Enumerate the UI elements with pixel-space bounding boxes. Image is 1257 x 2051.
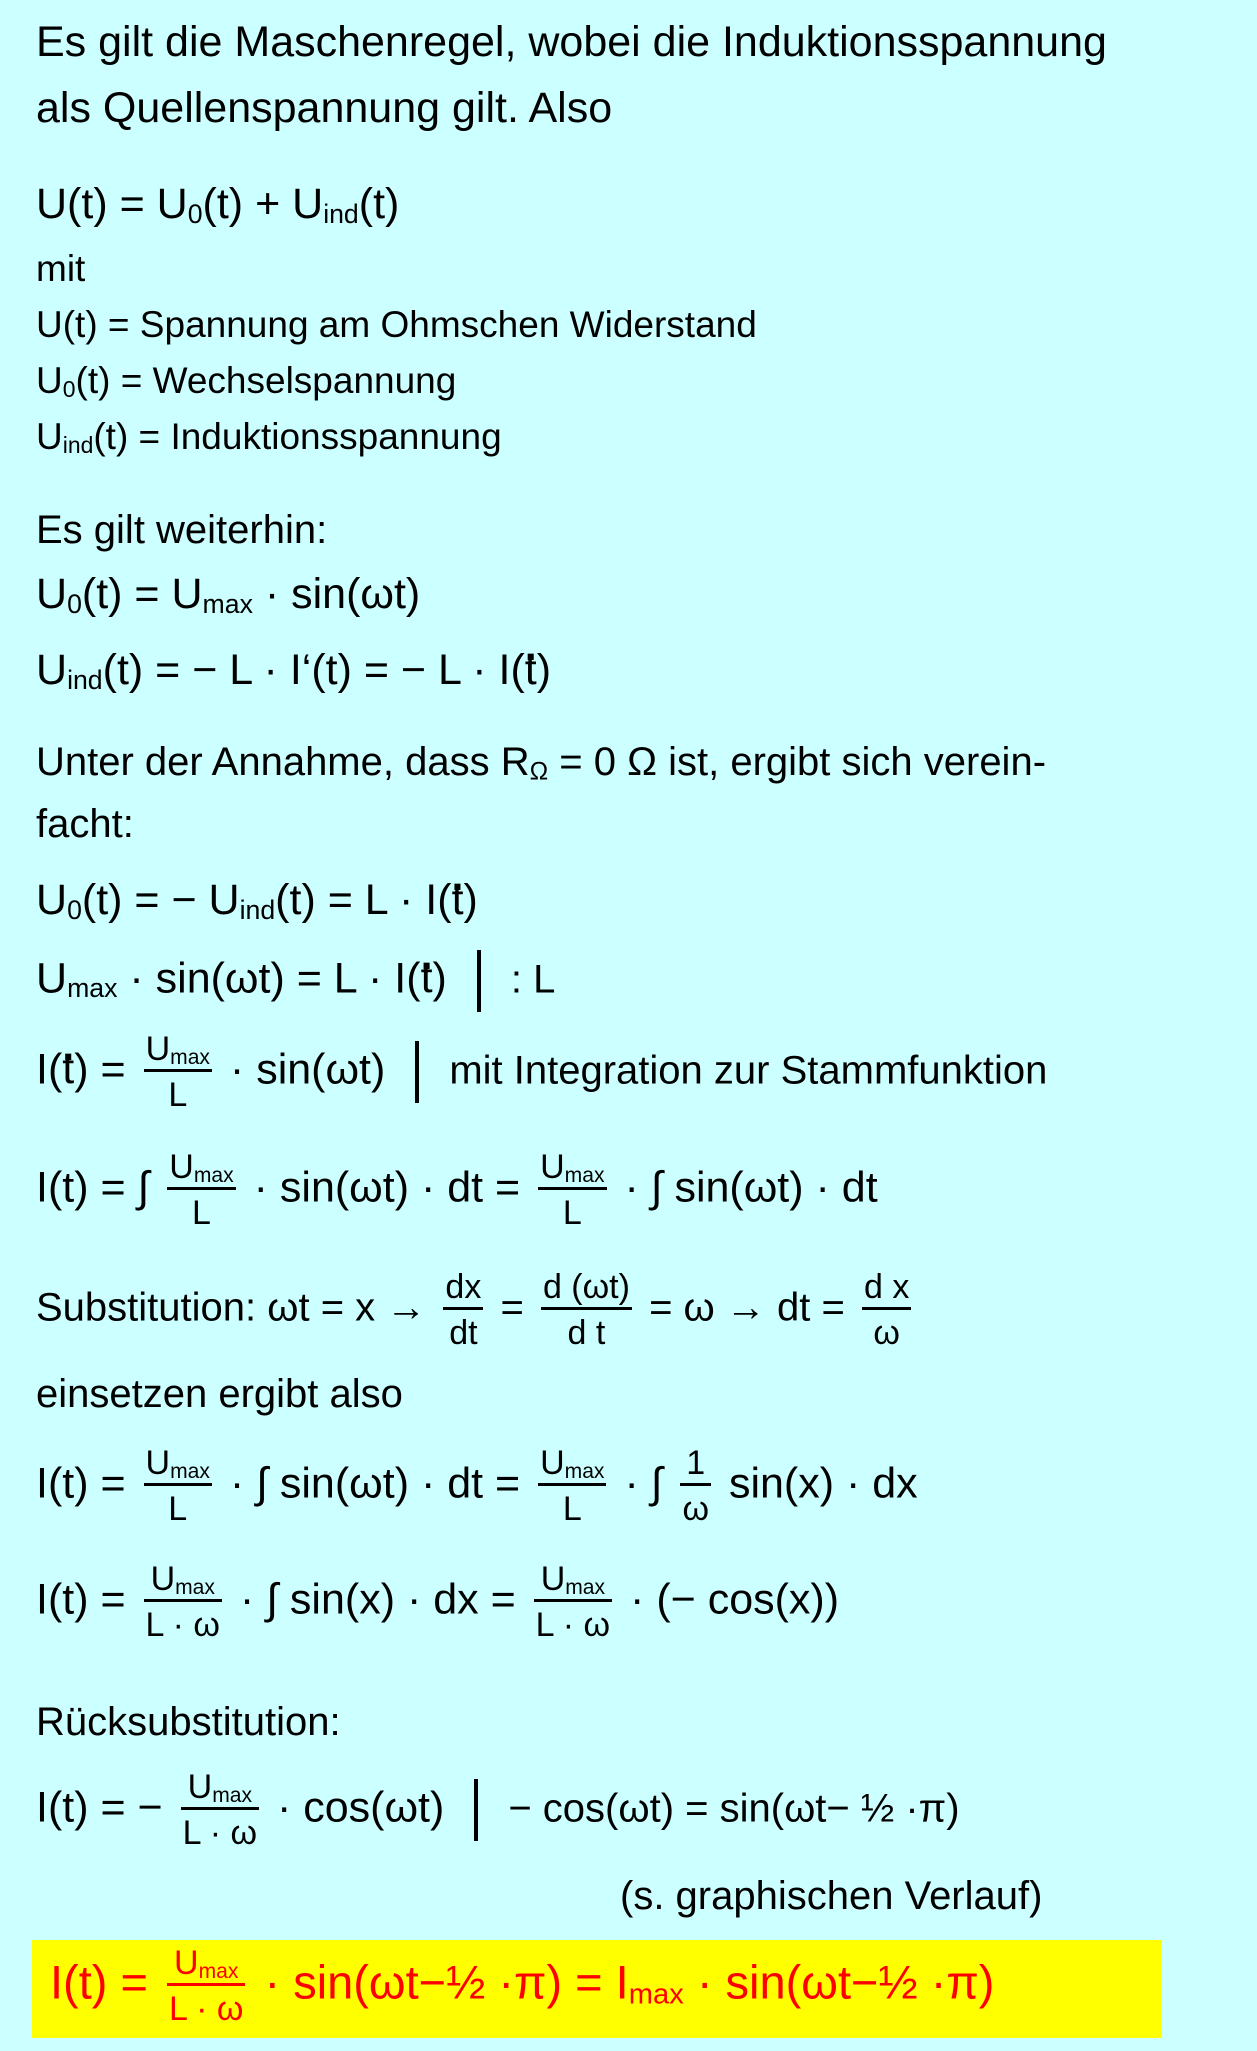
intro-line-1: Es gilt die Maschenregel, wobei die Induktionsspannung	[36, 18, 1107, 66]
insert-equation-2: I(t) = $\frac{U_{max}}{L \cdot \omega}$ · ∫ sin(x) · dx = $\frac{U_{max}}{L \cdot \omega}$ · (− cos(x))	[36, 1560, 840, 1644]
fraction: $\frac{U_{max}}{L}$	[169, 1148, 234, 1232]
step-3: I(t .) = $\frac{U_{max}}{L}$ · sin(ωt) mit Integration zur Stammfunktion	[36, 1032, 1047, 1112]
fraction: $\frac{U_{max}}{L \cdot \omega}$	[182, 1768, 258, 1852]
fraction: $\frac{1}{\omega}$	[682, 1444, 709, 1528]
separator-bar	[474, 1779, 478, 1841]
equation-uind: $U_{ind}(t)$ = − L · I‘(t) = − L · I(t .)	[36, 646, 551, 695]
result-highlight	[32, 1940, 1162, 2038]
assumption-line-1: Unter der Annahme, dass $R_\Omega = 0$ Ω ist, ergibt sich verein-	[36, 740, 1047, 786]
fraction: $\frac{dx}{dt}$	[445, 1268, 482, 1352]
insert-equation-1: I(t) = $\frac{U_{max}}{L}$ · ∫ sin(ωt) · dt = $\frac{U_{max}}{L}$ · ∫ $\frac{1}{\omega}$ sin(x) · dx	[36, 1444, 918, 1528]
equation-u0: $U_0(t) = U_{max} \cdot \sin(\omega t)$	[36, 570, 421, 619]
fraction: $\frac{d (\omega t)}{\text{d t}}$	[542, 1268, 630, 1352]
intro-line-2: als Quellenspannung gilt. Also	[36, 84, 613, 132]
fraction: $\frac{U_{max}}{L}$	[540, 1148, 605, 1232]
separator-bar	[477, 950, 481, 1012]
step-2: $U_{max} \cdot \sin(\omega t) = L \cdot I(t$ .) : L	[36, 950, 555, 1012]
back-substitution-label: Rücksubstitution:	[36, 1700, 341, 1744]
back-substitution-equation: I(t) = − $\frac{U_{max}}{L \cdot \omega}$ · cos(ωt) − cos(ωt) = sin(ωt− ½ ·π)	[36, 1768, 960, 1852]
further-label: Es gilt weiterhin:	[36, 508, 328, 552]
fraction: $\frac{U_{max}}{L \cdot \omega}$	[535, 1560, 611, 1644]
legend-line-3: $U_{ind}(t)$ = Induktionsspannung	[36, 416, 502, 459]
insert-label: einsetzen ergibt also	[36, 1372, 403, 1416]
assumption-line-2: facht:	[36, 802, 134, 846]
separator-bar	[415, 1041, 419, 1103]
equation-mesh-rule: $U(t) = U_0(t) + U_{ind}(t)$	[36, 180, 400, 229]
step-4: I(t) = ∫ $\frac{U_{max}}{L}$ · sin(ωt) · dt = $\frac{U_{max}}{L}$ · ∫ sin(ωt) · dt	[36, 1148, 878, 1232]
fraction: $\frac{U_{max}}{L}$	[145, 1444, 210, 1528]
substitution: Substitution: ωt = x → $\frac{dx}{dt}$ = $\frac{d (\omega t)}{\text{d t}}$ = ω → dt = $\frac{\text{d x}}{\omega}$	[36, 1268, 910, 1352]
legend-mit: mit	[36, 248, 86, 289]
result-equation: I(t) = $\frac{U_{max}}{L \cdot \omega}$ · sin(ωt−½ $\cdot\pi) = I_{max}$ · sin(ωt−½ ·π)	[50, 1944, 995, 2028]
graph-note: (s. graphischen Verlauf)	[620, 1874, 1043, 1918]
legend-line-2: $U_0(t)$ = Wechselspannung	[36, 360, 457, 403]
legend-line-1: U(t) = Spannung am Ohmschen Widerstand	[36, 304, 757, 345]
step-1: $U_0(t)$ = − $U_{ind}(t) = L \cdot I(t$ .)	[36, 876, 478, 925]
fraction: $\frac{U_{max}}{L}$	[145, 1030, 210, 1114]
fraction: $\frac{U_{max}}{L \cdot \omega}$	[145, 1560, 220, 1644]
fraction: $\frac{U_{max}}{L}$	[540, 1444, 605, 1528]
fraction: $\frac{\text{d x}}{\omega}$	[863, 1268, 910, 1352]
fraction: $\frac{U_{max}}{L \cdot \omega}$	[169, 1944, 244, 2028]
